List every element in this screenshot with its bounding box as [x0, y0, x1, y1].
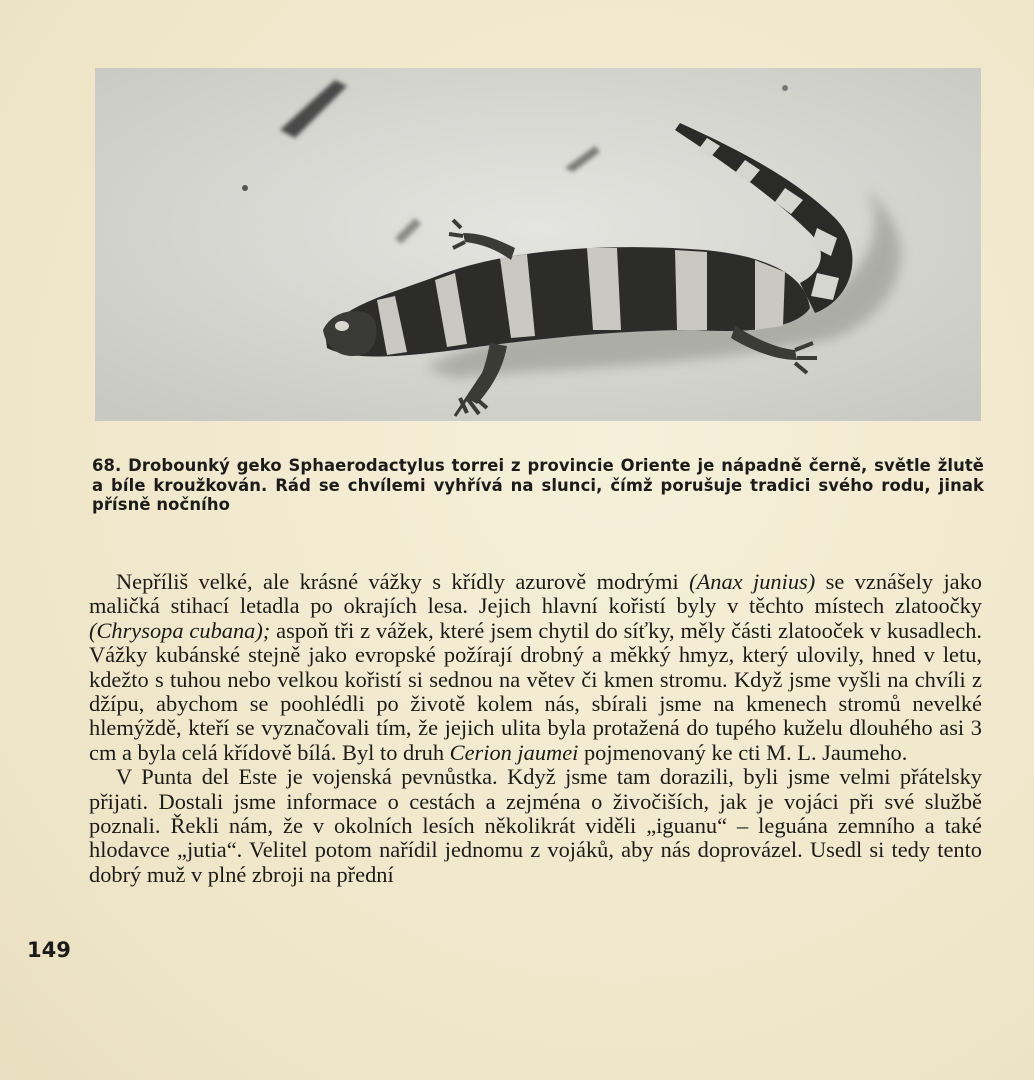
gecko-photograph	[95, 68, 981, 421]
gecko-image	[95, 68, 981, 421]
text-run: pojmenovaný ke cti M. L. Jaumeho.	[578, 739, 908, 765]
species-name: Cerion jaumei	[449, 739, 579, 765]
text-run: se vznášely jako maličká stihací letadla po okrajích lesa. Jejich hlavní kořistí byly v těchto místech zlatoočky	[89, 569, 982, 619]
text-run: Nepříliš velké, ale krásné vážky s křídly azurově modrými	[116, 569, 690, 594]
figure-caption: 68. Drobounký geko Sphaerodactylus torrei z provincie Oriente je nápadně černě, světle žlutě a bíle kroužkován. Rád se chvílemi vyhřívá na slunci, čímž porušuje tradici svého rodu, jinak přísně nočního	[92, 456, 984, 514]
species-name: (Anax junius)	[689, 569, 816, 594]
paragraph	[89, 765, 982, 887]
species-name: (Chrysopa cubana);	[89, 617, 271, 643]
main-text	[89, 570, 982, 887]
paragraph	[89, 570, 982, 765]
text-run: aspoň tři z vážek, které jsem chytil do síťky, měly části zlatooček v kusadlech. Vážky kubánské stejně jako evropské požírají drobný a měkký hmyz, který ulovily, hned v letu, kdežto s tuhou nebo velkou kořistí si sednou na větev či kmen stromu. Když jsme vyšli na chvíli z džípu, abychom se poohlédli po životě kolem nás, sbírali jsme na kmenech stromů nevelké hlemýždě, kteří se vyznačovali tím, že jejich ulita byla protažená do tupého kuželu dlouhého asi 3 cm a byla celá křídově bílá. Byl to druh	[89, 617, 982, 765]
text-run: V Punta del Este je vojenská pevnůstka. Když jsme tam dorazili, byli jsme velmi přátelsky přijati. Dostali jsme informace o cestách a zejména o živočiších, jak je vojáci při své službě poznali. Řekli nám, že v okolních lesích několikrát viděli „iguanu“ – leguána zemního a také hlodavce „jutia“. Velitel potom nařídil jednomu z vojáků, aby nás doprovázel. Usedl si tedy tento dobrý muž v plné zbroji na přední	[89, 764, 982, 887]
page-number: 149	[27, 938, 71, 962]
